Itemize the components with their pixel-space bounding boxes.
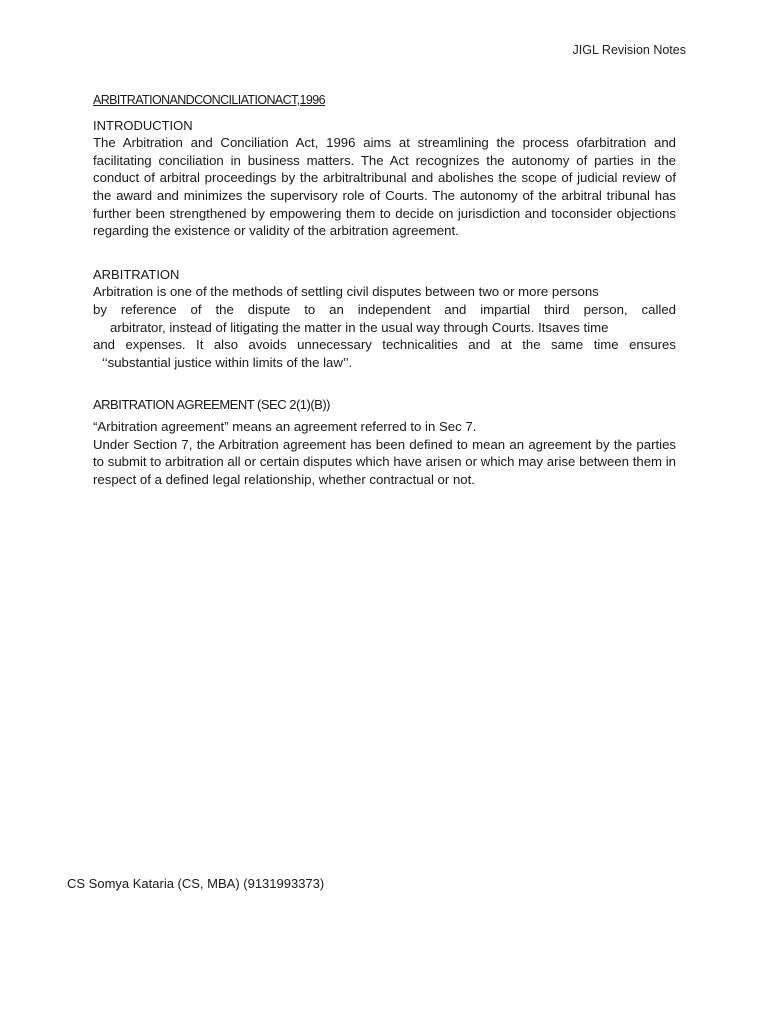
introduction-heading: INTRODUCTION (93, 117, 193, 133)
arbitration-paragraph (93, 283, 676, 371)
arbitration-agreement-section (93, 396, 676, 488)
document-title: ARBITRATIONANDCONCILIATIONACT,1996 (93, 93, 325, 107)
arbitration-line-5: ‘‘substantial justice within limits of the law’’. (102, 354, 353, 370)
document-body (93, 92, 676, 488)
arbitration-agreement-paragraph: Under Section 7, the Arbitration agreement has been defined to mean an agreement by the parties to submit to arbitration all or certain disputes which have arisen or which may arise between them in respect of a defined legal relationship, whether contractual or not. (93, 436, 676, 487)
arbitration-heading: ARBITRATION (93, 266, 180, 282)
arbitration-line-2: by reference of the dispute to an independent and impartial third person, called (93, 301, 676, 317)
arbitration-section (93, 266, 676, 372)
header-note: JIGL Revision Notes (572, 43, 686, 57)
arbitration-agreement-definition: “Arbitration agreement” means an agreement referred to in Sec 7. (93, 418, 477, 434)
arbitration-line-1: Arbitration is one of the methods of settling civil disputes between two or more persons (93, 284, 599, 300)
arbitration-line-3: arbitrator, instead of litigating the matter in the usual way through Courts. Itsaves time (110, 319, 609, 335)
introduction-section (93, 117, 676, 240)
arbitration-line-4: and expenses. It also avoids unnecessary technicalities and at the same time ensures (93, 337, 676, 353)
footer-author: CS Somya Kataria (CS, MBA) (9131993373) (67, 876, 325, 891)
introduction-paragraph: The Arbitration and Conciliation Act, 1996 aims at streamlining the process ofarbitration and facilitating conciliation in business matters. The Act recognizes the autonomy of parties in the conduct of arbitral proceedings by the arbitraltribunal and abolishes the scope of judicial review of the award and minimizes the supervisory role of Courts. The autonomy of the arbitral tribunal has further been strengthened by empowering them to decide on jurisdiction and toconsider objections regarding the existence or validity of the arbitration agreement. (93, 135, 676, 239)
arbitration-agreement-heading: ARBITRATION AGREEMENT (SEC 2(1)(B)) (93, 397, 330, 413)
